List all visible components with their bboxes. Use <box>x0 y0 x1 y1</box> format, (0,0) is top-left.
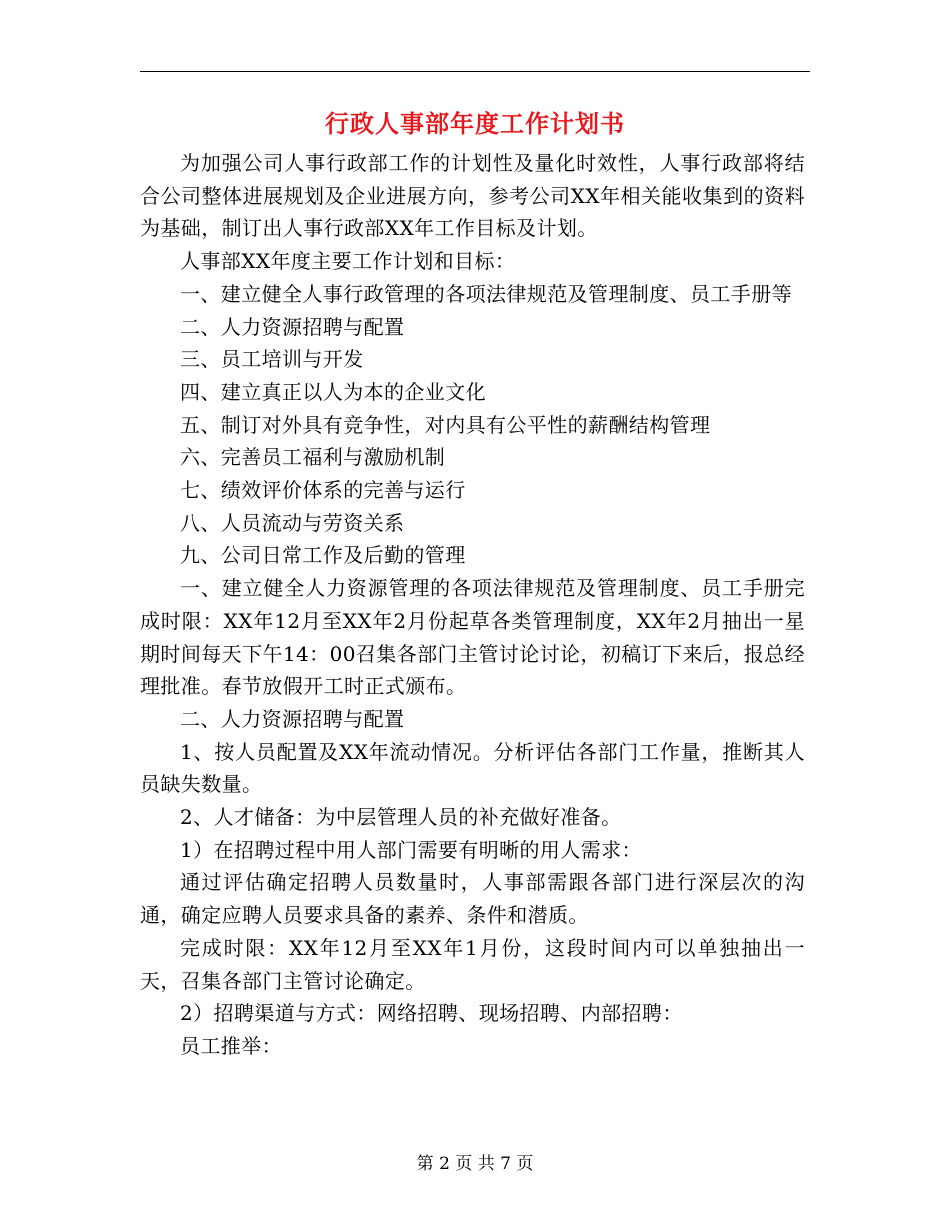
paragraph: 通过评估确定招聘人员数量时，人事部需跟各部门进行深层次的沟通，确定应聘人员要求具备的素养、条件和潜质。 <box>140 870 805 928</box>
paragraph: 二、人力资源招聘与配置 <box>180 314 405 339</box>
paragraph: 一、建立健全人事行政管理的各项法律规范及管理制度、员工手册等 <box>180 281 792 306</box>
header-rule <box>140 71 810 72</box>
paragraph: 完成时限：XX年12月至XX年1月份，这段时间内可以单独抽出一天，召集各部门主管讨论确定。 <box>140 935 805 993</box>
paragraph: 员工推举： <box>180 1033 282 1058</box>
paragraph: 二、人力资源招聘与配置 <box>180 706 405 731</box>
document-body <box>140 147 805 1063</box>
paragraph: 一、建立健全人力资源管理的各项法律规范及管理制度、员工手册完成时限：XX年12月至XX年2月份起草各类管理制度，XX年2月抽出一星期时间每天下午14：00召集各部门主管讨论讨论，初稿订下来后，报总经理批准。春节放假开工时正式颁布。 <box>140 576 805 699</box>
paragraph: 为加强公司人事行政部工作的计划性及量化时效性，人事行政部将结合公司整体进展规划及企业进展方向，参考公司XX年相关能收集到的资料为基础，制订出人事行政部XX年工作目标及计划。 <box>140 151 805 241</box>
paragraph: 2、人才储备：为中层管理人员的补充做好准备。 <box>180 805 622 830</box>
paragraph: 四、建立真正以人为本的企业文化 <box>180 379 486 404</box>
page-number-footer: 第 2 页 共 7 页 <box>416 1154 534 1174</box>
document-title: 行政人事部年度工作计划书 <box>325 109 625 138</box>
paragraph: 八、人员流动与劳资关系 <box>180 510 405 535</box>
paragraph: 三、员工培训与开发 <box>180 347 364 372</box>
paragraph: 1）在招聘过程中用人部门需要有明晰的用人需求： <box>180 837 642 862</box>
paragraph: 六、完善员工福利与激励机制 <box>180 445 446 470</box>
paragraph: 1、按人员配置及XX年流动情况。分析评估各部门工作量，推断其人员缺失数量。 <box>140 739 805 797</box>
paragraph: 2）招聘渠道与方式：网络招聘、现场招聘、内部招聘： <box>180 1001 683 1026</box>
paragraph: 九、公司日常工作及后勤的管理 <box>180 543 466 568</box>
paragraph: 五、制订对外具有竞争性，对内具有公平性的薪酬结构管理 <box>180 412 711 437</box>
paragraph: 人事部XX年度主要工作计划和目标： <box>180 249 516 274</box>
paragraph: 七、绩效评价体系的完善与运行 <box>180 478 466 503</box>
